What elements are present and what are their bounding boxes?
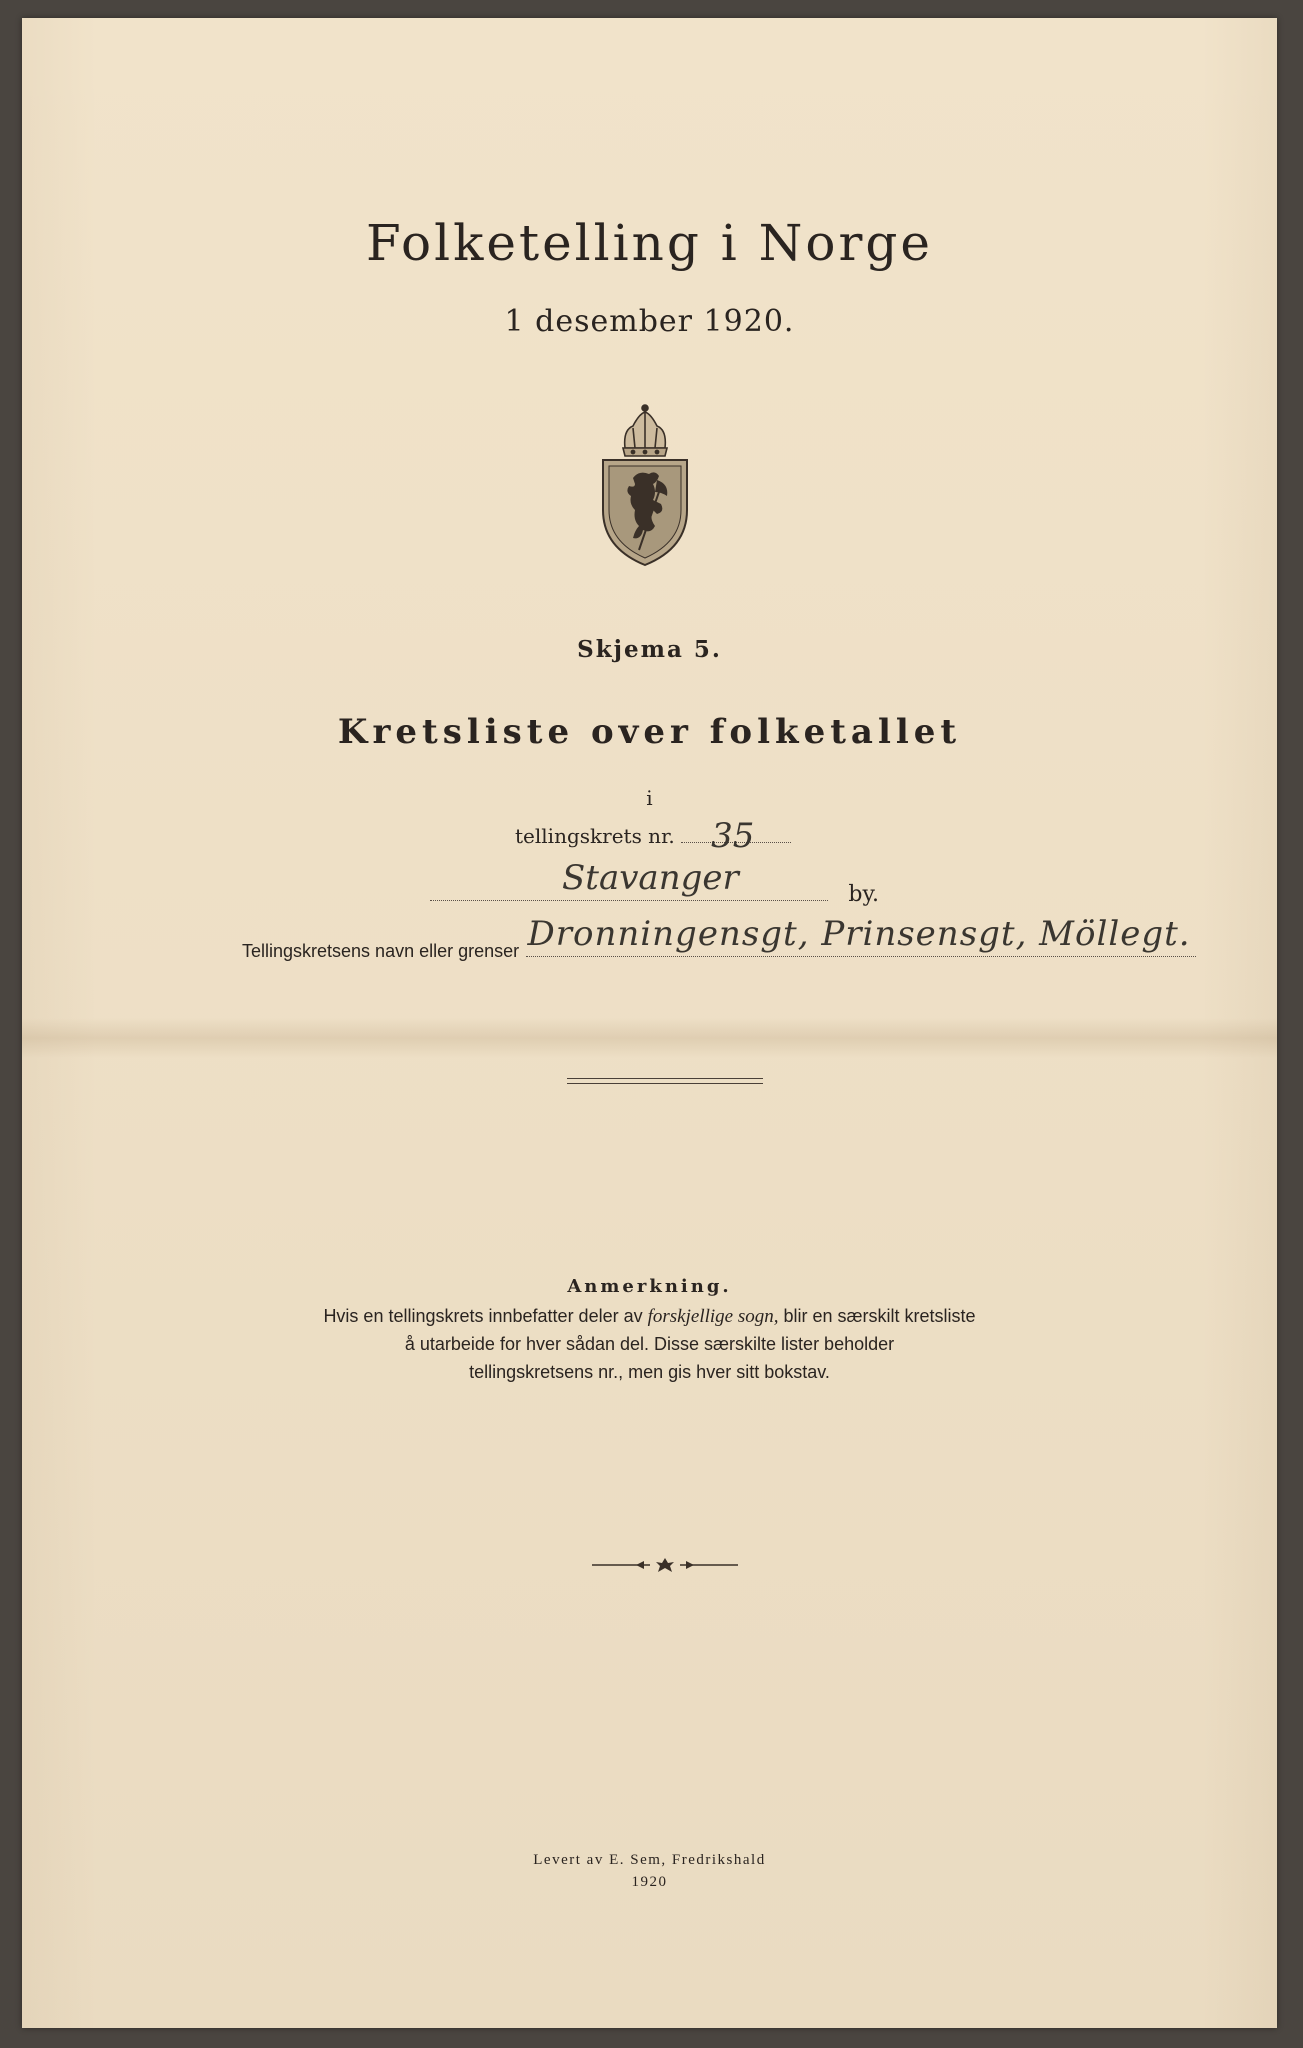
note-line-1-emphasis: forskjellige sogn, [647,1306,779,1327]
double-rule-divider [567,1078,763,1084]
city-value: Stavanger [562,858,739,898]
ornament-divider-icon [592,1558,738,1572]
publisher-year: 1920 [631,1874,668,1890]
city-field[interactable] [430,858,828,901]
schema-label: Skjema 5. [577,636,722,663]
form-subtitle: Kretsliste over folketallet [337,712,962,752]
city-row [430,858,879,907]
boundaries-field[interactable] [526,914,1196,957]
district-number-value: 35 [711,816,755,856]
note-line-1 [22,1306,1277,1328]
census-form-page [22,18,1277,2028]
note-line-2: å utarbeide for hver sådan del. Disse særskilte lister beholder [404,1334,895,1354]
note-heading: Anmerkning. [567,1276,732,1297]
form-title: Folketelling i Norge [366,214,933,272]
boundaries-label: Tellingskretsens navn eller grenser [242,941,520,961]
boundaries-value: Dronningensgt, Prinsensgt, Möllegt. [527,914,1191,954]
note-line-3: tellingskretsens nr., men gis hver sitt bokstav. [469,1362,830,1382]
paper-fold [22,1018,1277,1058]
norwegian-lion-crest-icon [595,400,695,570]
district-number-field[interactable] [681,816,791,856]
note-line-1-part-b: blir en særskilt kretsliste [778,1306,976,1326]
publisher-line: Levert av E. Sem, Fredrikshald [533,1852,766,1868]
form-date: 1 desember 1920. [504,304,795,339]
city-suffix: by. [848,882,879,907]
boundaries-row [242,914,1196,962]
district-number-row [515,816,791,856]
preposition-i: i [646,786,653,810]
note-line-1-part-a: Hvis en tellingskrets innbefatter deler av [323,1306,648,1326]
district-number-label: tellingskrets nr. [515,824,675,848]
